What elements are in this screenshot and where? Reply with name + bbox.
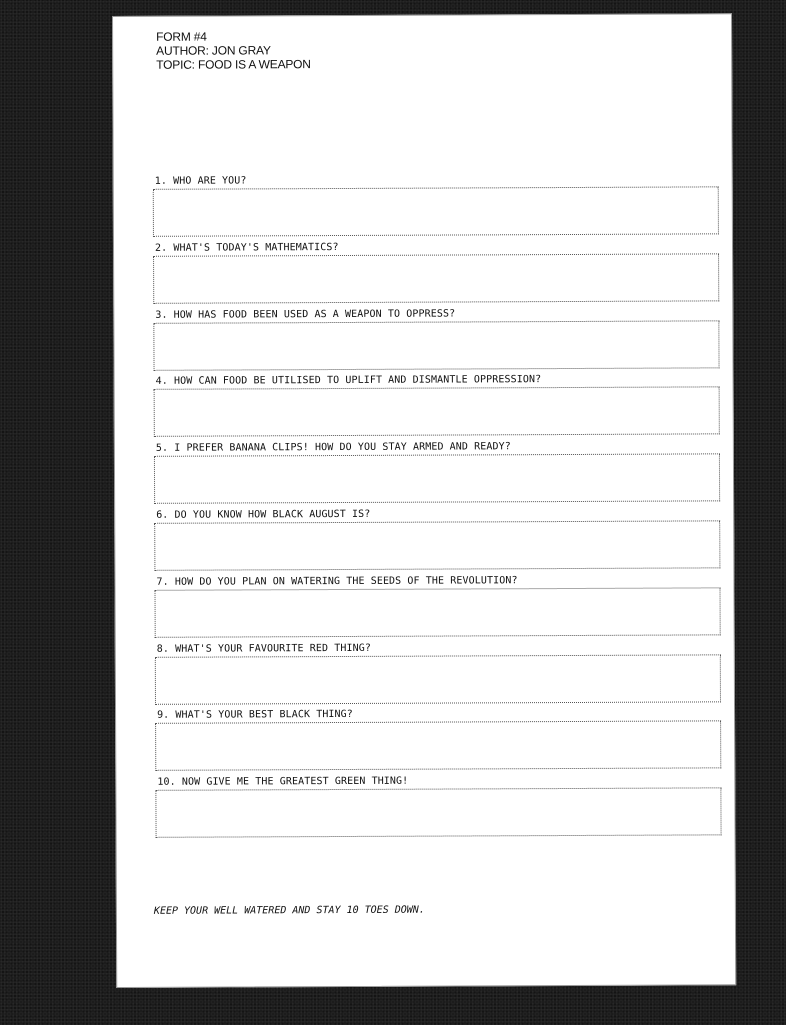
question-10 — [155, 775, 721, 844]
question-8 — [155, 641, 721, 710]
question-label: 9. WHAT'S YOUR BEST BLACK THING? — [157, 709, 353, 722]
closing-note: KEEP YOUR WELL WATERED AND STAY 10 TOES DOWN. — [153, 904, 425, 917]
answer-box[interactable] — [155, 788, 721, 838]
answer-box[interactable] — [153, 186, 719, 236]
question-label: 10. NOW GIVE ME THE GREATEST GREEN THING! — [157, 775, 409, 788]
question-label: 1. WHO ARE YOU? — [154, 175, 247, 187]
answer-box[interactable] — [154, 454, 720, 504]
question-label: 4. HOW CAN FOOD BE UTILISED TO UPLIFT AND DISMANTLE OPPRESSION? — [155, 374, 542, 388]
question-4 — [154, 374, 720, 443]
answer-box[interactable] — [153, 320, 719, 370]
form-author: AUTHOR: JON GRAY — [156, 43, 271, 58]
question-9 — [155, 708, 721, 777]
question-label: 5. I PREFER BANANA CLIPS! HOW DO YOU STAY ARMED AND READY? — [155, 441, 511, 455]
question-label: 7. HOW DO YOU PLAN ON WATERING THE SEEDS OF THE REVOLUTION? — [156, 575, 518, 588]
form-header — [156, 29, 311, 72]
question-label: 2. WHAT'S TODAY'S MATHEMATICS? — [154, 241, 339, 254]
question-label: 6. DO YOU KNOW HOW BLACK AUGUST IS? — [156, 508, 371, 521]
question-5 — [154, 441, 720, 510]
form-sheet — [112, 13, 736, 988]
answer-box[interactable] — [154, 387, 720, 437]
form-topic: TOPIC: FOOD IS A WEAPON — [156, 57, 311, 72]
answer-box[interactable] — [155, 654, 721, 704]
question-2 — [153, 240, 719, 309]
question-6 — [154, 507, 720, 576]
question-label: 3. HOW HAS FOOD BEEN USED AS A WEAPON TO OPPRESS? — [155, 308, 456, 321]
question-7 — [154, 574, 720, 643]
form-number: FORM #4 — [156, 29, 207, 44]
answer-box[interactable] — [155, 721, 721, 771]
answer-box[interactable] — [154, 520, 720, 570]
question-list — [153, 173, 722, 843]
question-3 — [153, 307, 719, 376]
answer-box[interactable] — [155, 587, 721, 637]
question-1 — [153, 173, 719, 242]
question-label: 8. WHAT'S YOUR FAVOURITE RED THING? — [156, 642, 372, 655]
answer-box[interactable] — [153, 253, 719, 303]
